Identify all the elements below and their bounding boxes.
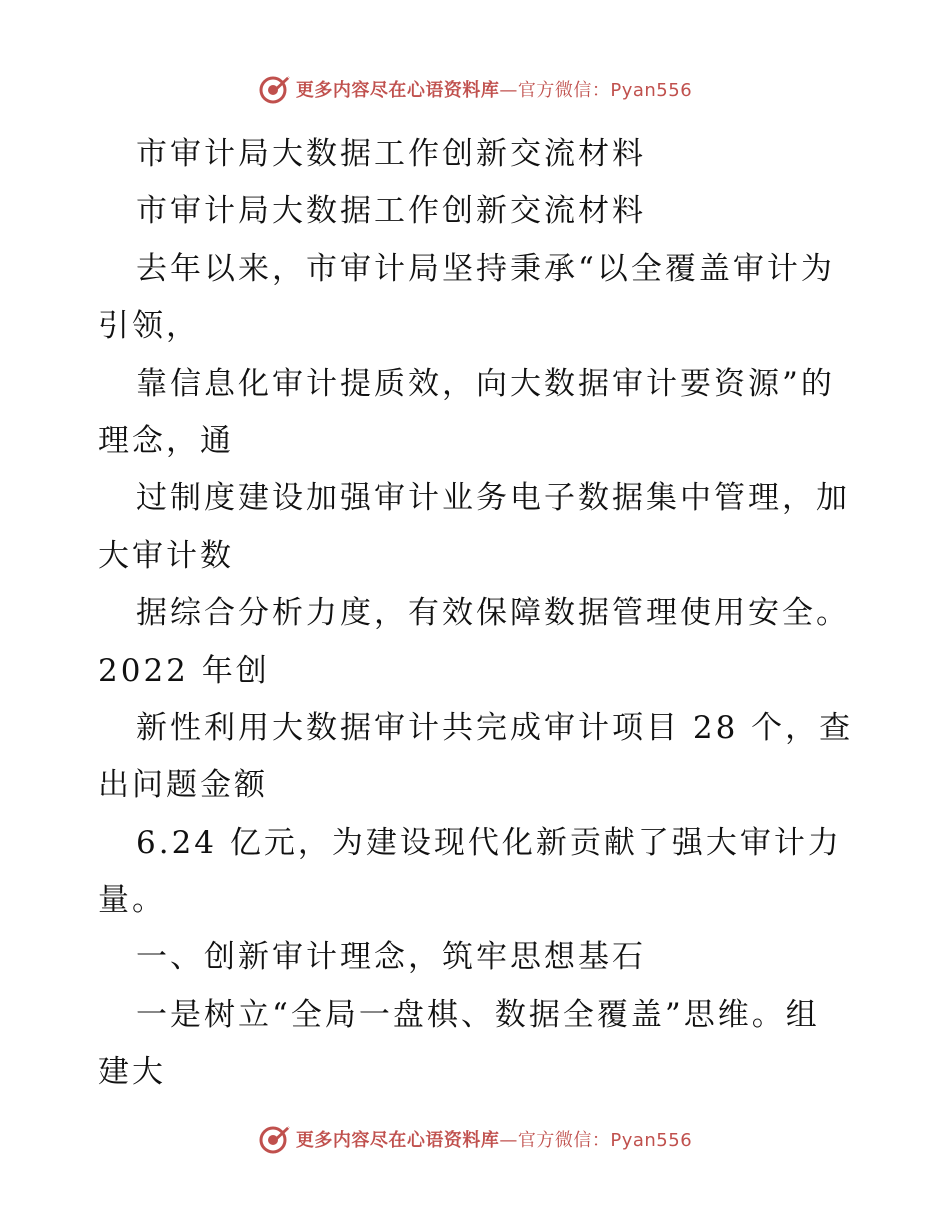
banner-separator: — <box>499 1130 518 1151</box>
document-line: 引领， <box>98 308 200 345</box>
banner-suffix: 官方微信：Pyan556 <box>517 1130 693 1151</box>
document-line: 新性利用大数据审计共完成审计项目 28 个，查 <box>136 709 854 746</box>
banner-separator: — <box>499 80 518 101</box>
document-line: 建大 <box>98 1054 166 1091</box>
document-line: 出问题金额 <box>98 767 268 804</box>
document-line: 理念，通 <box>98 422 234 459</box>
footer-banner <box>0 1122 950 1156</box>
document-line: 一是树立“全局一盘棋、数据全覆盖”思维。组 <box>136 996 820 1033</box>
header-banner <box>0 72 950 106</box>
document-line: 大审计数 <box>98 537 234 574</box>
document-line: 去年以来，市审计局坚持秉承“以全覆盖审计为 <box>136 250 835 287</box>
document-line: 据综合分析力度，有效保障数据管理使用安全。 <box>136 595 850 632</box>
document-line: 一、创新审计理念，筑牢思想基石 <box>136 939 646 976</box>
document-line: 市审计局大数据工作创新交流材料 <box>136 193 646 230</box>
document-line: 过制度建设加强审计业务电子数据集中管理，加 <box>136 480 850 517</box>
document-line: 6.24 亿元，为建设现代化新贡献了强大审计力 <box>136 824 842 861</box>
document-line: 量。 <box>98 882 166 919</box>
document-line: 市审计局大数据工作创新交流材料 <box>136 136 646 172</box>
seal-pen-logo-icon <box>258 72 292 106</box>
banner-suffix: 官方微信：Pyan556 <box>517 80 693 101</box>
document-body <box>98 126 858 1102</box>
document-line: 2022 年创 <box>98 652 270 689</box>
document-line: 靠信息化审计提质效，向大数据审计要资源”的 <box>136 365 835 402</box>
banner-text <box>296 1126 692 1152</box>
banner-brand: 更多内容尽在心语资料库 <box>295 1130 500 1151</box>
banner-text <box>296 76 692 102</box>
banner-brand: 更多内容尽在心语资料库 <box>295 80 500 101</box>
seal-pen-logo-icon <box>258 1122 292 1156</box>
